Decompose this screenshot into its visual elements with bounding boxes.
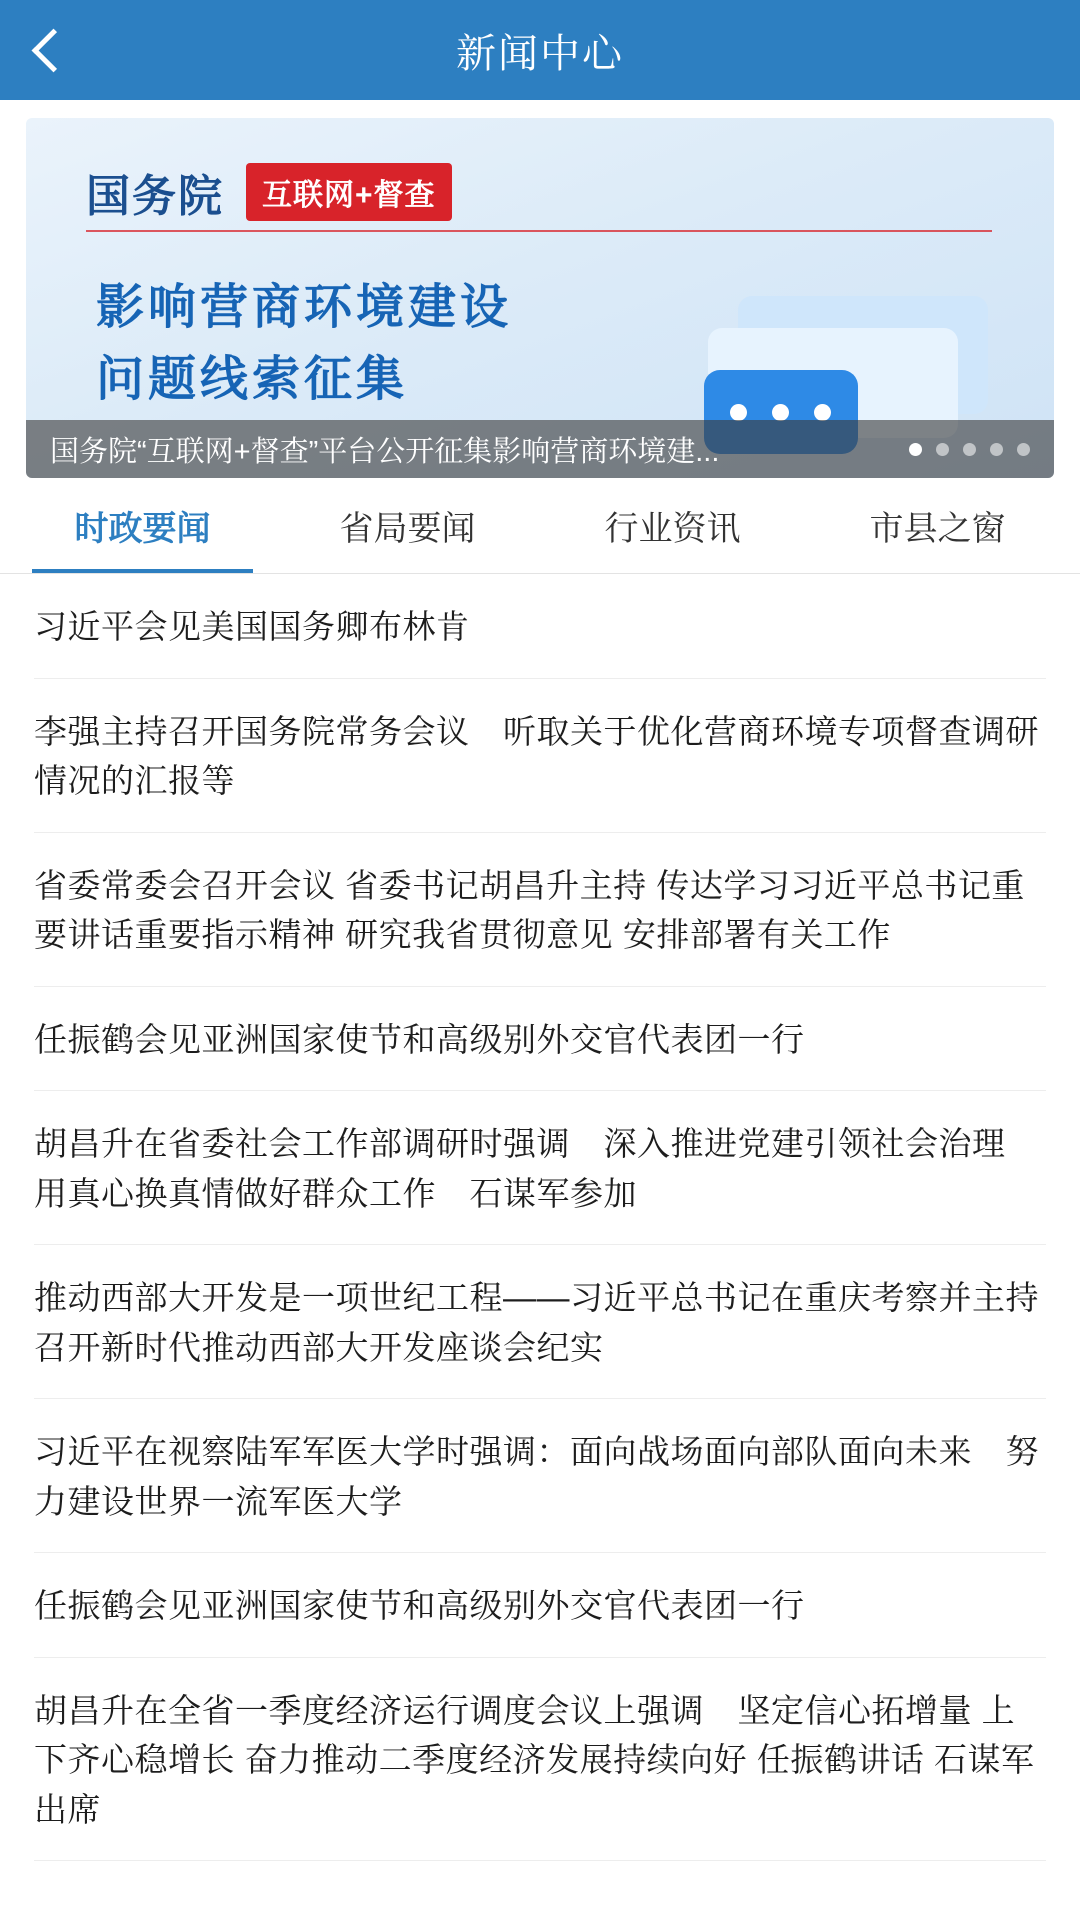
news-list [0, 574, 1080, 1861]
carousel-indicators[interactable] [909, 443, 1030, 456]
banner-section [0, 100, 1080, 478]
tab-label: 行业资讯 [604, 510, 741, 548]
news-item[interactable]: 习近平会见美国国务卿布林肯 [34, 574, 1046, 679]
banner-caption-text[interactable]: 国务院“互联网+督查”平台公开征集影响营商环境建... [50, 435, 720, 468]
carousel-dot-4[interactable] [990, 443, 1003, 456]
banner-caption-bar [26, 420, 1054, 478]
category-tabs [0, 478, 1080, 574]
banner-title-line1: 影响营商环境建设 [96, 281, 513, 334]
news-item[interactable]: 胡昌升在全省一季度经济运行调度会议上强调 坚定信心拓增量 上下齐心稳增长 奋力推动二季度经济发展持续向好 任振鹤讲话 石谋军出席 [34, 1658, 1046, 1862]
banner-carousel[interactable] [26, 118, 1054, 478]
banner-tag-label: 互联网+督查 [246, 163, 452, 221]
tab-shizheng[interactable] [10, 478, 275, 573]
carousel-dot-5[interactable] [1017, 443, 1030, 456]
bubble-dot-3 [814, 404, 831, 421]
news-item[interactable]: 省委常委会召开会议 省委书记胡昌升主持 传达学习习近平总书记重要讲话重要指示精神 研究我省贯彻意见 安排部署有关工作 [34, 833, 1046, 987]
banner-title-line2: 问题线索征集 [96, 353, 409, 406]
tab-hangye[interactable] [540, 478, 805, 573]
tab-shixian[interactable] [805, 478, 1070, 573]
tab-label: 省局要闻 [339, 510, 476, 548]
news-item[interactable]: 任振鹤会见亚洲国家使节和高级别外交官代表团一行 [34, 1553, 1046, 1658]
bubble-dot-2 [772, 404, 789, 421]
banner-divider [86, 230, 992, 232]
back-button[interactable] [0, 0, 96, 100]
news-item[interactable]: 李强主持召开国务院常务会议 听取关于优化营商环境专项督查调研情况的汇报等 [34, 679, 1046, 833]
carousel-dot-2[interactable] [936, 443, 949, 456]
news-item[interactable]: 任振鹤会见亚洲国家使节和高级别外交官代表团一行 [34, 987, 1046, 1092]
banner-heading [86, 160, 452, 224]
carousel-dot-3[interactable] [963, 443, 976, 456]
tab-shengju[interactable] [275, 478, 540, 573]
news-item[interactable]: 推动西部大开发是一项世纪工程——习近平总书记在重庆考察并主持召开新时代推动西部大开发座谈会纪实 [34, 1245, 1046, 1399]
page-title: 新闻中心 [456, 31, 624, 76]
tab-label: 市县之窗 [869, 510, 1006, 548]
news-item[interactable]: 习近平在视察陆军军医大学时强调：面向战场面向部队面向未来 努力建设世界一流军医大学 [34, 1399, 1046, 1553]
carousel-dot-1[interactable] [909, 443, 922, 456]
bubble-dot-1 [730, 404, 747, 421]
page-header [0, 0, 1080, 100]
banner-gov-label: 国务院 [86, 172, 224, 221]
chevron-left-icon [31, 28, 75, 72]
tab-label: 时政要闻 [74, 510, 211, 548]
news-item[interactable]: 胡昌升在省委社会工作部调研时强调 深入推进党建引领社会治理 用真心换真情做好群众工作 石谋军参加 [34, 1091, 1046, 1245]
